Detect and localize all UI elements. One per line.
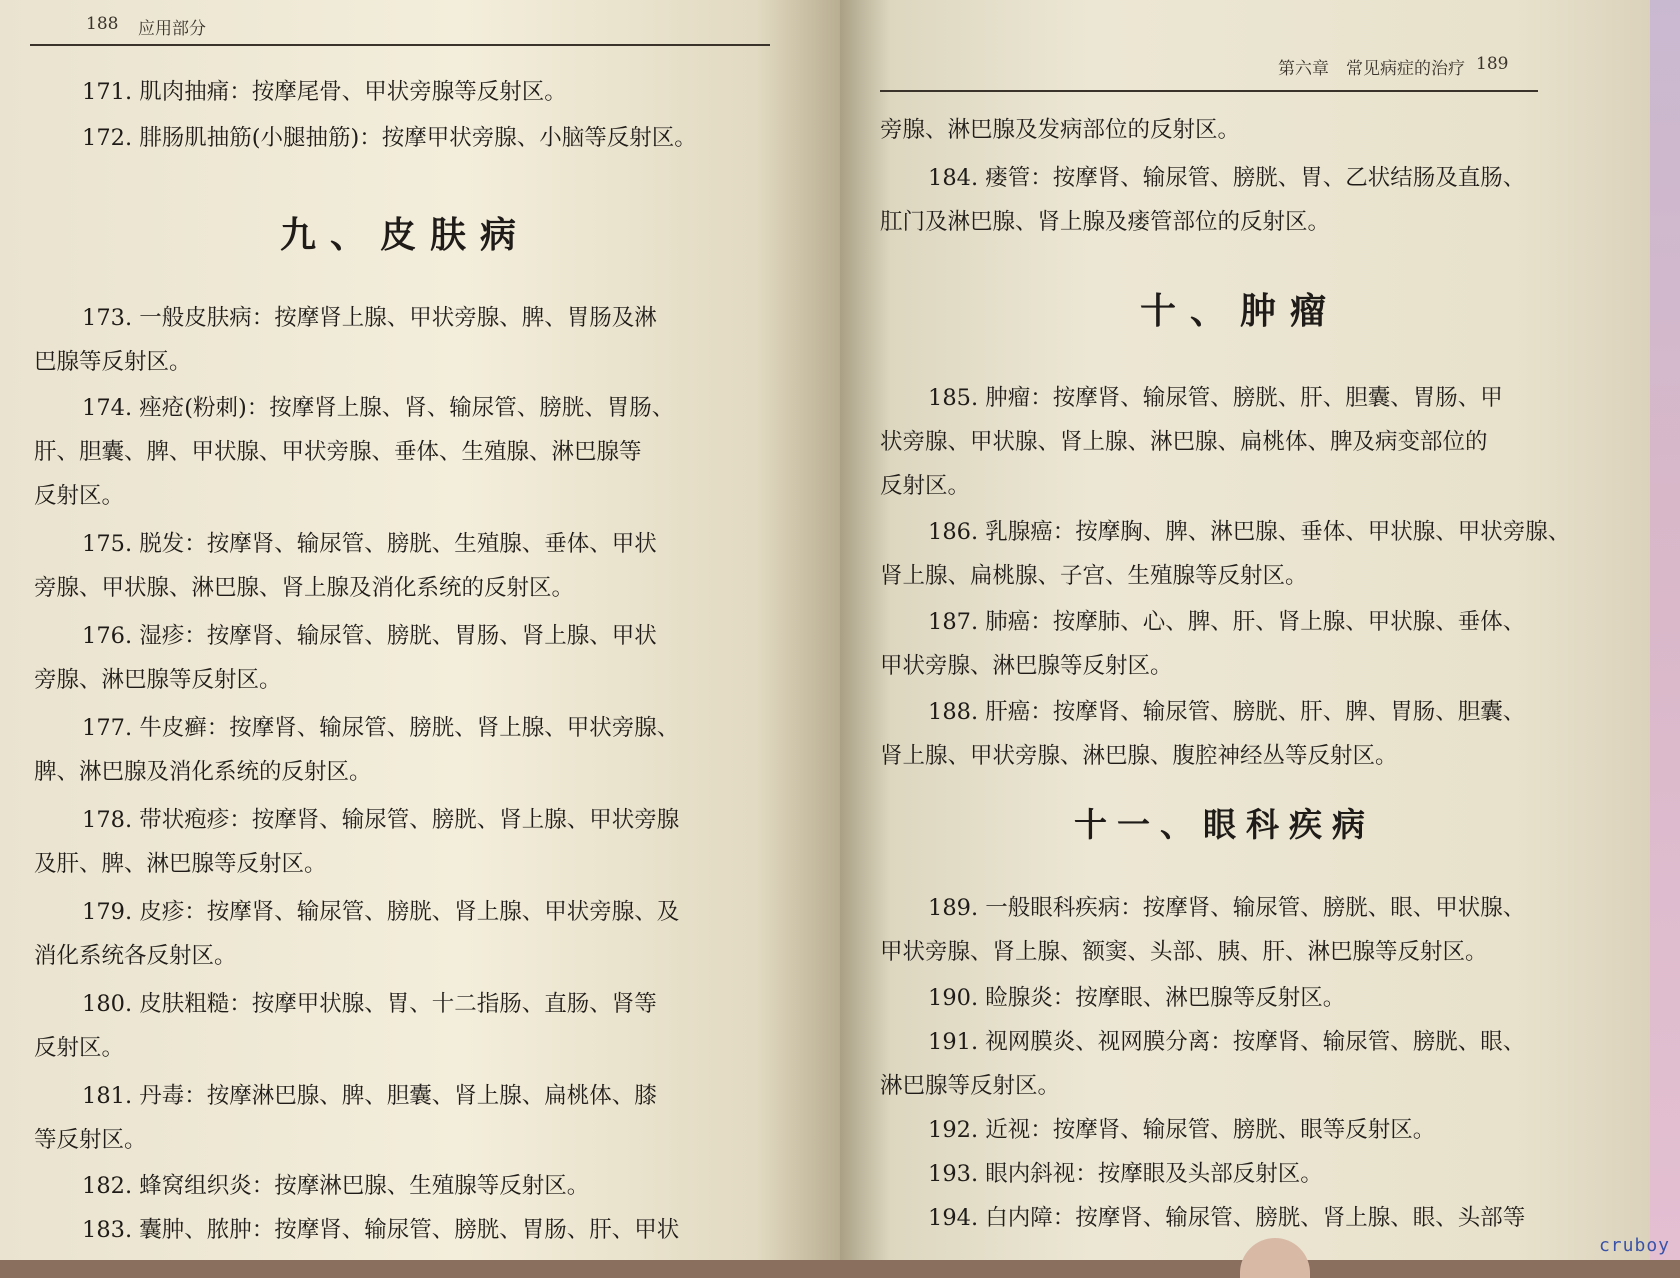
text-line: 191. 视网膜炎、视网膜分离：按摩肾、输尿管、膀胱、眼、	[928, 1029, 1526, 1055]
left-page-number: 188	[86, 14, 119, 34]
left-running-header: 应用部分	[138, 19, 206, 39]
text-line: 等反射区。	[34, 1127, 147, 1153]
text-line: 旁腺、淋巴腺及发病部位的反射区。	[880, 117, 1241, 143]
text-line: 状旁腺、甲状腺、肾上腺、淋巴腺、扁桃体、脾及病变部位的	[880, 429, 1488, 455]
text-line: 179. 皮疹：按摩肾、输尿管、膀胱、肾上腺、甲状旁腺、及	[82, 899, 680, 925]
section-title: 十、肿瘤	[1140, 290, 1341, 332]
text-line: 193. 眼内斜视：按摩眼及头部反射区。	[928, 1161, 1323, 1187]
text-line: 甲状旁腺、肾上腺、额窦、头部、胰、肝、淋巴腺等反射区。	[880, 939, 1488, 965]
text-line: 肾上腺、甲状旁腺、淋巴腺、腹腔神经丛等反射区。	[880, 743, 1398, 769]
section-title: 十一、眼科疾病	[1074, 805, 1375, 844]
text-line: 反射区。	[34, 1035, 125, 1061]
entry-194	[840, 0, 1680, 1260]
text-line: 185. 肿瘤：按摩肾、输尿管、膀胱、肝、胆囊、胃肠、甲	[928, 385, 1503, 411]
right-running-header: 第六章 常见病症的治疗	[1278, 59, 1465, 79]
text-line: 174. 痤疮(粉刺)：按摩肾上腺、肾、输尿管、膀胱、胃肠、	[82, 395, 675, 421]
left-page	[0, 0, 840, 1260]
text-line: 肝、胆囊、脾、甲状腺、甲状旁腺、垂体、生殖腺、淋巴腺等	[34, 439, 642, 465]
text-line: 肾上腺、扁桃腺、子宫、生殖腺等反射区。	[880, 563, 1308, 589]
text-line: 177. 牛皮癣：按摩肾、输尿管、膀胱、肾上腺、甲状旁腺、	[82, 715, 680, 741]
text-line: 186. 乳腺癌：按摩胸、脾、淋巴腺、垂体、甲状腺、甲状旁腺、	[928, 519, 1571, 545]
text-line: 194. 白内障：按摩肾、输尿管、膀胱、肾上腺、眼、头部等	[928, 1205, 1526, 1231]
text-line: 188. 肝癌：按摩肾、输尿管、膀胱、肝、脾、胃肠、胆囊、	[928, 699, 1526, 725]
text-line: 184. 瘘管：按摩肾、输尿管、膀胱、胃、乙状结肠及直肠、	[928, 165, 1526, 191]
text-line: 甲状旁腺、淋巴腺等反射区。	[880, 653, 1173, 679]
text-line: 175. 脱发：按摩肾、输尿管、膀胱、生殖腺、垂体、甲状	[82, 531, 657, 557]
text-line: 178. 带状疱疹：按摩肾、输尿管、膀胱、肾上腺、甲状旁腺	[82, 807, 680, 833]
text-line: 反射区。	[34, 483, 125, 509]
entry-183	[0, 0, 840, 1260]
text-line: 巴腺等反射区。	[34, 349, 192, 375]
text-line: 173. 一般皮肤病：按摩肾上腺、甲状旁腺、脾、胃肠及淋	[82, 305, 657, 331]
text-line: 192. 近视：按摩肾、输尿管、膀胱、眼等反射区。	[928, 1117, 1436, 1143]
section-title: 九、皮肤病	[280, 214, 531, 256]
text-line: 172. 腓肠肌抽筋(小腿抽筋)：按摩甲状旁腺、小脑等反射区。	[82, 125, 697, 151]
text-line: 180. 皮肤粗糙：按摩甲状腺、胃、十二指肠、直肠、肾等	[82, 991, 657, 1017]
right-page	[840, 0, 1680, 1260]
text-line: 189. 一般眼科疾病：按摩肾、输尿管、膀胱、眼、甲状腺、	[928, 895, 1526, 921]
text-line: 及肝、脾、淋巴腺等反射区。	[34, 851, 327, 877]
text-line: 淋巴腺等反射区。	[880, 1073, 1061, 1099]
text-line: 旁腺、淋巴腺等反射区。	[34, 667, 282, 693]
text-line: 反射区。	[880, 473, 971, 499]
text-line: 消化系统各反射区。	[34, 943, 237, 969]
text-line: 脾、淋巴腺及消化系统的反射区。	[34, 759, 372, 785]
text-line: 肛门及淋巴腺、肾上腺及瘘管部位的反射区。	[880, 209, 1331, 235]
text-line: 176. 湿疹：按摩肾、输尿管、膀胱、胃肠、肾上腺、甲状	[82, 623, 657, 649]
text-line: 190. 睑腺炎：按摩眼、淋巴腺等反射区。	[928, 985, 1346, 1011]
text-line: 171. 肌肉抽痛：按摩尾骨、甲状旁腺等反射区。	[82, 79, 567, 105]
text-line: 182. 蜂窝组织炎：按摩淋巴腺、生殖腺等反射区。	[82, 1173, 590, 1199]
watermark: cruboy	[1598, 1235, 1670, 1256]
background-edge	[1650, 0, 1680, 1260]
text-line: 187. 肺癌：按摩肺、心、脾、肝、肾上腺、甲状腺、垂体、	[928, 609, 1526, 635]
text-line: 181. 丹毒：按摩淋巴腺、脾、胆囊、肾上腺、扁桃体、膝	[82, 1083, 657, 1109]
text-line: 旁腺、甲状腺、淋巴腺、肾上腺及消化系统的反射区。	[34, 575, 575, 601]
text-line: 183. 囊肿、脓肿：按摩肾、输尿管、膀胱、胃肠、肝、甲状	[82, 1217, 680, 1243]
right-page-number: 189	[1476, 54, 1509, 74]
